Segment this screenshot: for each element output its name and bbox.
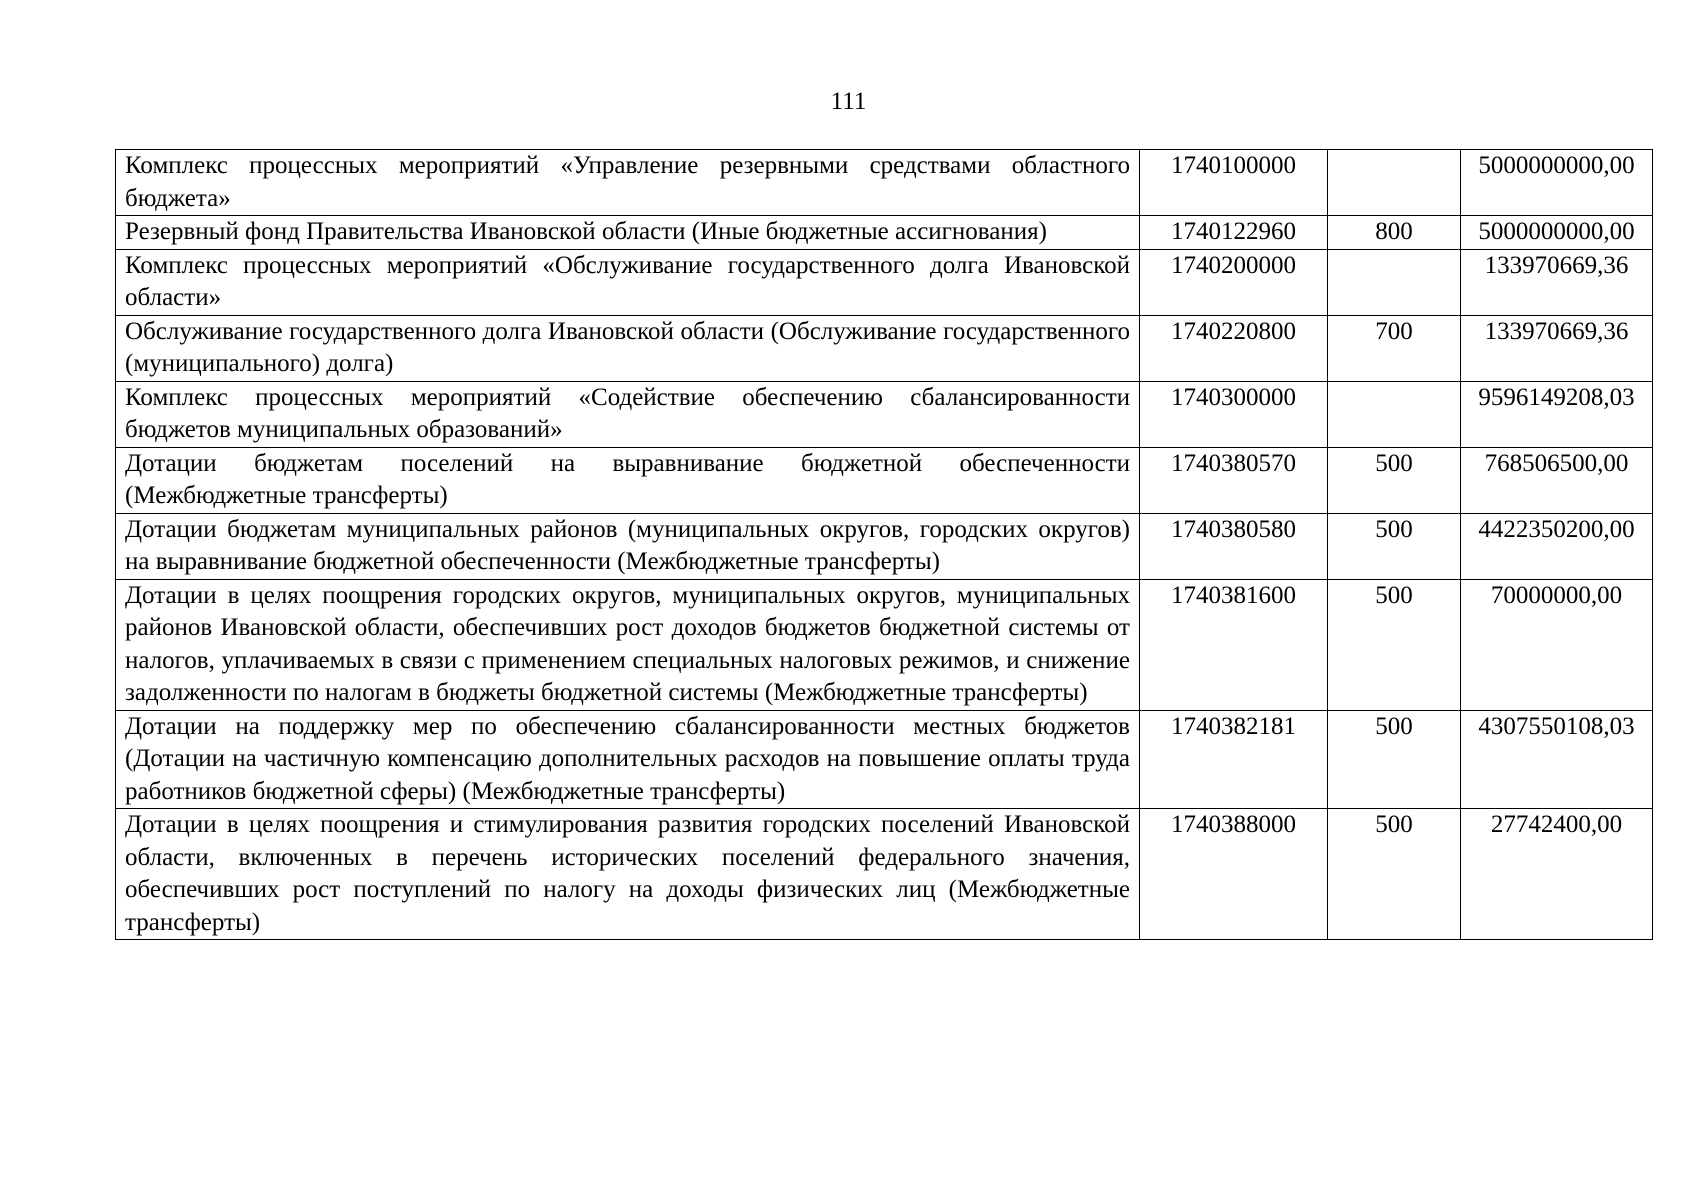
target-code-cell: 1740382181 (1140, 710, 1328, 809)
amount-cell: 27742400,00 (1461, 809, 1653, 940)
amount-cell: 133970669,36 (1461, 249, 1653, 315)
table-row (116, 381, 1653, 447)
row-name-cell: Дотации бюджетам муниципальных районов (муниципальных округов, городских округов) на выравнивание бюджетной обеспеченности (Межбюджетные трансферты) (116, 513, 1140, 579)
expense-type-cell: 700 (1328, 315, 1461, 381)
amount-cell: 5000000000,00 (1461, 216, 1653, 250)
row-name-cell: Обслуживание государственного долга Ивановской области (Обслуживание государственного (муниципального) долга) (116, 315, 1140, 381)
budget-table (115, 149, 1653, 940)
row-name-cell: Комплекс процессных мероприятий «Содействие обеспечению сбалансированности бюджетов муниципальных образований» (116, 381, 1140, 447)
table-row (116, 447, 1653, 513)
target-code-cell: 1740300000 (1140, 381, 1328, 447)
table-row (116, 150, 1653, 216)
amount-cell: 70000000,00 (1461, 579, 1653, 710)
expense-type-cell: 500 (1328, 513, 1461, 579)
table-row (116, 315, 1653, 381)
row-name-cell: Дотации на поддержку мер по обеспечению сбалансированности местных бюджетов (Дотации на частичную компенсацию дополнительных расходов на повышение оплаты труда работников бюджетной сферы) (Межбюджетные трансферты) (116, 710, 1140, 809)
amount-cell: 9596149208,03 (1461, 381, 1653, 447)
expense-type-cell: 500 (1328, 710, 1461, 809)
target-code-cell: 1740200000 (1140, 249, 1328, 315)
row-name-cell: Резервный фонд Правительства Ивановской области (Иные бюджетные ассигнования) (116, 216, 1140, 250)
target-code-cell: 1740381600 (1140, 579, 1328, 710)
target-code-cell: 1740380580 (1140, 513, 1328, 579)
target-code-cell: 1740122960 (1140, 216, 1328, 250)
table-row (116, 249, 1653, 315)
amount-cell: 768506500,00 (1461, 447, 1653, 513)
expense-type-cell (1328, 381, 1461, 447)
target-code-cell: 1740220800 (1140, 315, 1328, 381)
table-row (116, 513, 1653, 579)
expense-type-cell: 500 (1328, 579, 1461, 710)
amount-cell: 133970669,36 (1461, 315, 1653, 381)
row-name-cell: Дотации бюджетам поселений на выравнивание бюджетной обеспеченности (Межбюджетные трансферты) (116, 447, 1140, 513)
amount-cell: 5000000000,00 (1461, 150, 1653, 216)
expense-type-cell: 500 (1328, 809, 1461, 940)
target-code-cell: 1740388000 (1140, 809, 1328, 940)
target-code-cell: 1740380570 (1140, 447, 1328, 513)
target-code-cell: 1740100000 (1140, 150, 1328, 216)
row-name-cell: Дотации в целях поощрения городских округов, муниципальных округов, муниципальных районов Ивановской области, обеспечивших рост доходов бюджетов бюджетной системы от налогов, уплачиваемых в связи с применением специальных налоговых режимов, и снижение задолженности по налогам в бюджеты бюджетной системы (Межбюджетные трансферты) (116, 579, 1140, 710)
expense-type-cell (1328, 150, 1461, 216)
expense-type-cell: 500 (1328, 447, 1461, 513)
row-name-cell: Комплекс процессных мероприятий «Управление резервными средствами областного бюджета» (116, 150, 1140, 216)
row-name-cell: Дотации в целях поощрения и стимулирования развития городских поселений Ивановской области, включенных в перечень исторических поселений федерального значения, обеспечивших рост поступлений по налогу на доходы физических лиц (Межбюджетные трансферты) (116, 809, 1140, 940)
page-number: 111 (830, 88, 867, 115)
amount-cell: 4307550108,03 (1461, 710, 1653, 809)
expense-type-cell: 800 (1328, 216, 1461, 250)
amount-cell: 4422350200,00 (1461, 513, 1653, 579)
expense-type-cell (1328, 249, 1461, 315)
table-row (116, 809, 1653, 940)
table-row (116, 216, 1653, 250)
table-row (116, 710, 1653, 809)
table-row (116, 579, 1653, 710)
row-name-cell: Комплекс процессных мероприятий «Обслуживание государственного долга Ивановской области» (116, 249, 1140, 315)
